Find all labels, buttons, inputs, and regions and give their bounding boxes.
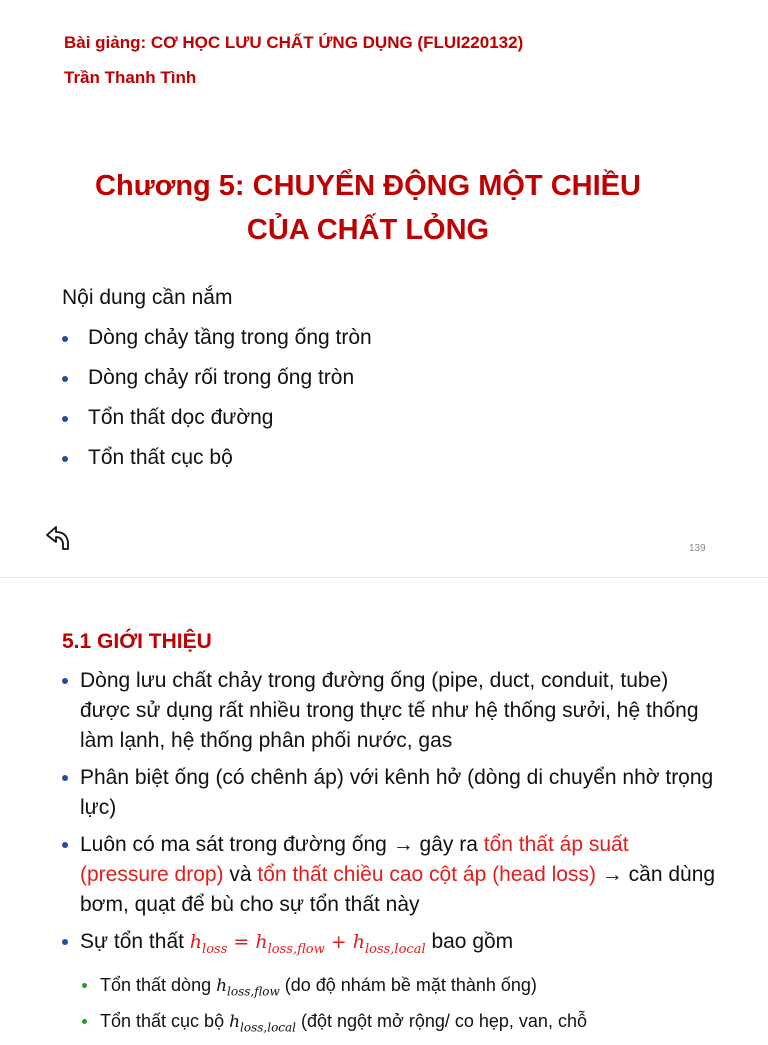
chapter-title-line-1: Chương 5: CHUYỂN ĐỘNG MỘT CHIỀU xyxy=(95,170,641,202)
subscript: loss,local xyxy=(364,941,426,957)
symbol: h xyxy=(216,975,228,996)
list-item: Tổn thất dọc đường xyxy=(62,404,372,444)
symbol: h xyxy=(352,931,365,953)
page-number: 139 xyxy=(689,543,706,554)
pressure-drop-term: tổn thất áp suất (pressure drop) xyxy=(80,833,629,886)
return-arrow-icon[interactable] xyxy=(44,522,74,552)
head-loss-term: tổn thất chiều cao cột áp (head loss) xyxy=(257,863,596,886)
intro-text: Nội dung cần nắm xyxy=(62,286,233,309)
subscript: loss xyxy=(202,941,228,957)
text: và xyxy=(223,863,258,886)
text: Tổn thất cục bộ xyxy=(100,1011,230,1032)
bullet-pipe-flow: Dòng lưu chất chảy trong đường ống (pipe, duct, conduit, tube) được sử dụng rất nhiều trong thực tế như hệ thống sưởi, hệ thống làm lạnh, hệ thống phân phối nước, gas xyxy=(62,666,722,756)
sub-bullet-flow-loss xyxy=(62,972,722,1004)
arrow-icon: → xyxy=(392,833,414,856)
text: (đột ngột mở rộng/ co hẹp, van, chỗ xyxy=(296,1011,587,1032)
symbol: h xyxy=(255,931,268,953)
subscript: loss,flow xyxy=(267,941,325,957)
chapter-title-line-2: CỦA CHẤT LỎNG xyxy=(246,214,490,246)
symbol: h xyxy=(229,1012,241,1033)
content-list xyxy=(62,324,372,484)
list-item: Tổn thất cục bộ xyxy=(62,444,372,484)
text: Luôn có ma sát trong đường ống xyxy=(80,833,393,856)
list-item: Dòng chảy tầng trong ống tròn xyxy=(62,324,372,364)
section-title: 5.1 GIỚI THIỆU xyxy=(62,630,212,653)
subscript: loss,flow xyxy=(227,984,280,999)
slide-content xyxy=(62,666,722,1045)
course-header: Bài giảng: CƠ HỌC LƯU CHẤT ỨNG DỤNG (FLUI220132) xyxy=(64,33,524,52)
text: Sự tổn thất xyxy=(80,930,190,953)
bullet-pipe-vs-channel: Phân biệt ống (có chênh áp) với kênh hở (dòng di chuyển nhờ trọng lực) xyxy=(62,763,722,823)
operator: = xyxy=(227,931,256,953)
bullet-friction xyxy=(62,830,722,920)
operator: + xyxy=(324,931,353,953)
text: Tổn thất dòng xyxy=(100,974,217,995)
author-name: Trần Thanh Tình xyxy=(64,68,197,87)
flow-loss-symbol xyxy=(216,975,280,999)
subscript: loss,local xyxy=(240,1020,296,1035)
chapter-title xyxy=(0,164,736,252)
text: → cần dùng bơm, quạt để bù cho sự tổn thất này xyxy=(80,863,716,916)
sub-bullet-local-loss xyxy=(62,1008,722,1040)
local-loss-symbol xyxy=(229,1012,296,1035)
bullet-loss-total xyxy=(62,927,722,965)
text: gây ra xyxy=(413,833,484,856)
text: (do độ nhám bề mặt thành ống) xyxy=(279,974,537,995)
loss-formula xyxy=(189,931,426,957)
slide-140 xyxy=(0,578,768,1035)
symbol: h xyxy=(189,931,203,953)
text: bao gồm xyxy=(425,930,514,953)
list-item: Dòng chảy rối trong ống tròn xyxy=(62,364,372,404)
